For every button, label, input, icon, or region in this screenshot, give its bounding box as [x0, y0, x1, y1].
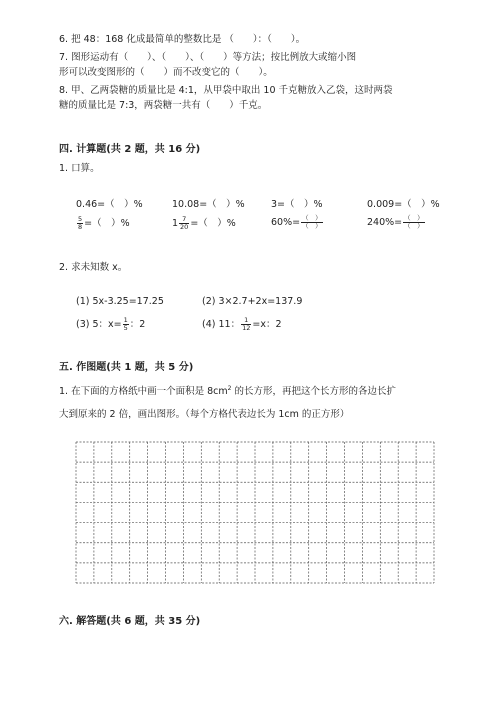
- question-8-line1: 8. 甲、乙两袋糖的质量比是 4:1，从甲袋中取出 10 千克糖放入乙袋，这时两袋: [59, 85, 393, 96]
- oral-calc-8: 240%= $\frac{( )}{( )}$: [367, 214, 424, 230]
- equation-3: (3) 5：x= $\frac{1}{5}$ ：2: [76, 316, 146, 332]
- question-7-line1: 7. 图形运动有（ ）、（ ）、（ ）等方法；按比例放大或缩小图: [59, 52, 357, 63]
- section-5-title: 五. 作图题(共 1 题，共 5 分): [59, 362, 194, 373]
- section-5-q1-line1: 1. 在下面的方格纸中画一个面积是 $8cm^2$ 的长方形，再把这个长方形的各边长扩: [59, 385, 396, 398]
- question-8-line2: 糖的质量比是 7:3，两袋糖一共有（ ）千克。: [59, 100, 268, 111]
- oral-calc-1: 0.46=（ ）%: [76, 199, 143, 210]
- oral-calc-7: 60%= $\frac{( )}{( )}$: [271, 214, 322, 230]
- oral-calc-3: 3=（ ）%: [271, 199, 323, 210]
- oral-calc-6: 1 $\frac{7}{20}$ =（ ）%: [172, 215, 236, 231]
- oral-calc-4: 0.009=（ ）%: [367, 199, 440, 210]
- oral-calc-5: $\frac{5}{8}$ =（ ）%: [78, 215, 130, 231]
- section-6-title: 六. 解答题(共 6 题，共 35 分): [59, 616, 201, 627]
- equation-1: (1) 5x-3.25=17.25: [76, 296, 164, 307]
- question-7-line2: 形可以改变图形的（ ）而不改变它的（ ）。: [59, 67, 273, 78]
- section-4-q1: 1. 口算。: [59, 163, 100, 174]
- question-6: 6. 把 48：168 化成最简单的整数比是 （ ）：（ ）。: [59, 34, 306, 45]
- grid-paper[interactable]: [75, 441, 435, 584]
- oral-calc-2: 10.08=（ ）%: [172, 199, 245, 210]
- equation-4: (4) 11： $\frac{1}{12}$ =x：2: [202, 316, 282, 332]
- section-5-q1-line2: 大到原来的 2 倍，画出图形。（每个方格代表边长为 1cm 的正方形）: [59, 409, 350, 420]
- section-4-q2: 2. 求未知数 x。: [59, 262, 128, 273]
- section-4-title: 四. 计算题(共 2 题，共 16 分): [59, 144, 201, 155]
- equation-2: (2) 3×2.7+2x=137.9: [202, 296, 303, 307]
- square-grid[interactable]: [75, 441, 435, 584]
